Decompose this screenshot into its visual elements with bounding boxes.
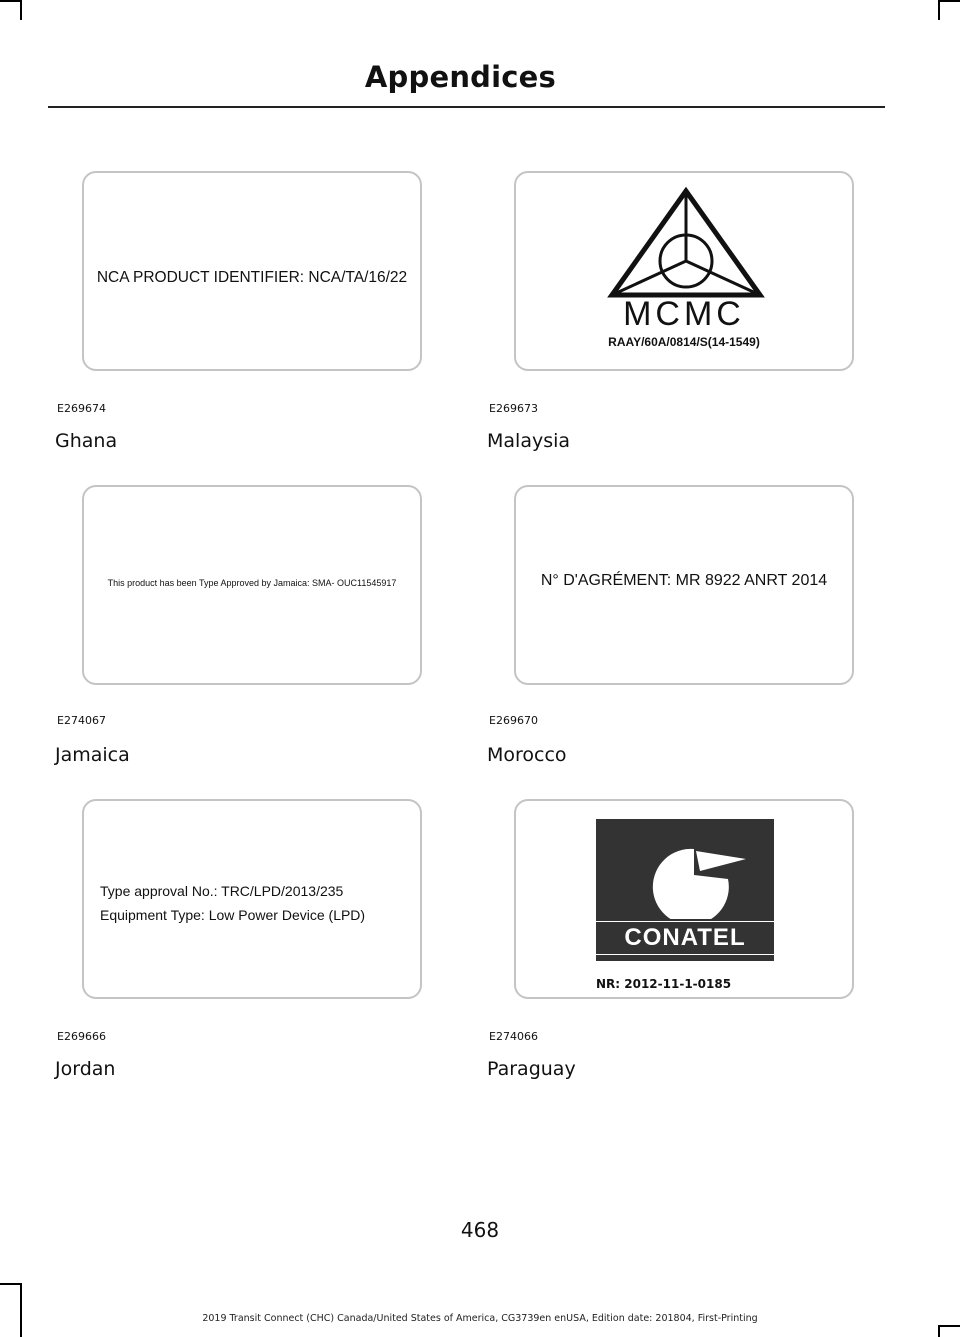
- approval-label-ghana: [82, 171, 422, 371]
- page-title: Appendices: [364, 60, 556, 94]
- crop-mark: [938, 0, 940, 20]
- country-name: Paraguay: [487, 1058, 576, 1080]
- header-divider: [48, 106, 885, 108]
- crop-mark: [0, 1283, 20, 1285]
- approval-text: NCA PRODUCT IDENTIFIER: NCA/TA/16/22: [96, 269, 408, 286]
- image-code: E269673: [489, 402, 538, 415]
- image-code: E274066: [489, 1030, 538, 1043]
- logo-wordmark: CONATEL: [596, 922, 774, 954]
- approval-label-morocco: [514, 485, 854, 685]
- approval-text: N° D'AGRÉMENT: MR 8922 ANRT 2014: [540, 572, 828, 589]
- conatel-emblem-icon: [596, 819, 774, 919]
- conatel-logo: [596, 819, 774, 961]
- image-code: E269670: [489, 714, 538, 727]
- approval-label-jordan: [82, 799, 422, 999]
- page-number: 468: [460, 1218, 500, 1242]
- country-name: Morocco: [487, 744, 567, 766]
- country-name: Jamaica: [55, 744, 130, 766]
- approval-text-line-2: Equipment Type: Low Power Device (LPD): [100, 907, 366, 923]
- crop-mark: [0, 0, 20, 2]
- crop-mark: [20, 1283, 22, 1337]
- approval-label-paraguay: [514, 799, 854, 999]
- approval-text: This product has been Type Approved by Jamaica: SMA- OUC11545917: [107, 578, 397, 588]
- country-name: Jordan: [55, 1058, 116, 1080]
- approval-text: NR: 2012-11-1-0185: [596, 977, 732, 991]
- image-code: E274067: [57, 714, 106, 727]
- approval-label-jamaica: [82, 485, 422, 685]
- country-name: Ghana: [55, 430, 118, 452]
- edition-footer: 2019 Transit Connect (CHC) Canada/United States of America, CG3739en enUSA, Edition date: 201804, First-Printing: [202, 1313, 758, 1324]
- crop-mark: [20, 0, 22, 20]
- image-code: E269666: [57, 1030, 106, 1043]
- crop-mark: [940, 0, 960, 2]
- logo-wordmark: MCMC: [623, 295, 745, 333]
- approval-text-line-1: Type approval No.: TRC/LPD/2013/235: [100, 883, 344, 899]
- country-name: Malaysia: [487, 430, 571, 452]
- crop-mark: [940, 1325, 960, 1327]
- approval-text: RAAY/60A/0814/S(14-1549): [608, 335, 760, 349]
- approval-label-malaysia: [514, 171, 854, 371]
- image-code: E269674: [57, 402, 106, 415]
